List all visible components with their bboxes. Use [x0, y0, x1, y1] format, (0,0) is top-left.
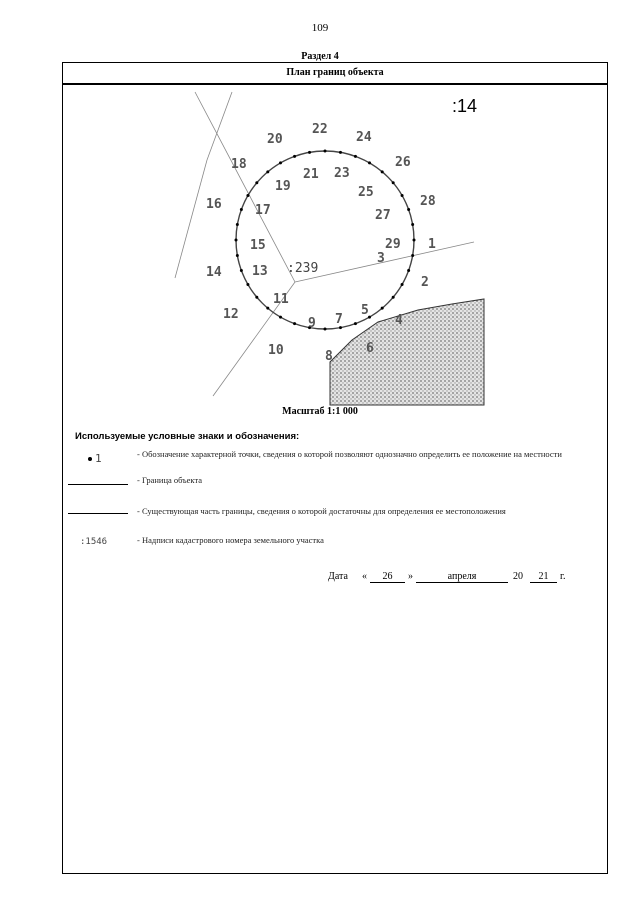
point-label: 11 — [273, 292, 289, 307]
parcel-number-top: :14 — [452, 96, 478, 116]
boundary-vertex — [240, 208, 243, 211]
boundary-vertex — [266, 170, 269, 173]
boundary-vertex — [246, 194, 249, 197]
legend-existing-line — [68, 513, 128, 514]
point-label: 21 — [303, 167, 319, 182]
date-year-suffix: 21 — [530, 571, 557, 583]
boundary-map — [0, 0, 640, 420]
point-label: 9 — [308, 316, 316, 331]
date-label: Дата — [328, 571, 348, 582]
boundary-vertex — [324, 328, 327, 331]
point-label: 23 — [334, 166, 350, 181]
point-label: 3 — [377, 251, 385, 266]
legend-item-point: - Обозначение характерной точки, сведения о которой позволяют однозначно определить ее положение на местности — [137, 449, 562, 459]
date-year-prefix: 20 — [513, 571, 523, 582]
boundary-vertex — [246, 283, 249, 286]
date-year-abbr: г. — [560, 571, 566, 582]
boundary-vertex — [392, 181, 395, 184]
point-label: 19 — [275, 179, 291, 194]
boundary-vertex — [279, 316, 282, 319]
boundary-vertex — [407, 269, 410, 272]
point-label: 2 — [421, 275, 429, 290]
date-day: 26 — [370, 571, 405, 583]
point-label: 29 — [385, 237, 401, 252]
point-label: 17 — [255, 203, 271, 218]
legend-item-existing: - Существующая часть границы, сведения о которой достаточны для определения ее местоположения — [137, 506, 506, 516]
point-label: 14 — [206, 265, 222, 280]
boundary-vertex — [411, 254, 414, 257]
boundary-vertex — [368, 161, 371, 164]
boundary-vertex — [354, 155, 357, 158]
point-label: 8 — [325, 349, 333, 364]
hatched-area — [330, 299, 484, 405]
parcel-number-center: :239 — [287, 261, 319, 276]
date-month: апреля — [416, 571, 508, 583]
boundary-vertex — [293, 322, 296, 325]
date-open-quote: « — [362, 571, 367, 582]
legend-point-label: 1 — [95, 452, 102, 465]
point-label: 18 — [231, 157, 247, 172]
point-label: 28 — [420, 194, 436, 209]
point-label: 16 — [206, 197, 222, 212]
legend-item-boundary: - Граница объекта — [137, 475, 203, 485]
boundary-vertex — [407, 208, 410, 211]
legend-title: Используемые условные знаки и обозначения: — [75, 431, 300, 442]
point-label: 15 — [250, 238, 266, 253]
boundary-vertex — [255, 296, 258, 299]
boundary-vertex — [308, 151, 311, 154]
legend-item-cadastral: - Надписи кадастрового номера земельного участка — [137, 535, 324, 545]
point-label: 6 — [366, 341, 374, 356]
boundary-vertex — [266, 307, 269, 310]
boundary-vertex — [235, 239, 238, 242]
point-label: 27 — [375, 208, 391, 223]
point-label: 5 — [361, 303, 369, 318]
point-label: 1 — [428, 237, 436, 252]
boundary-vertex — [255, 181, 258, 184]
boundary-vertex — [401, 283, 404, 286]
boundary-vertex — [236, 223, 239, 226]
point-label: 26 — [395, 155, 411, 170]
point-label: 12 — [223, 307, 239, 322]
section-title: Раздел 4 — [301, 51, 339, 62]
point-label: 24 — [356, 130, 372, 145]
boundary-vertex — [392, 296, 395, 299]
boundary-vertex — [324, 150, 327, 153]
boundary-vertex — [293, 155, 296, 158]
point-label: 10 — [268, 343, 284, 358]
point-label: 13 — [252, 264, 268, 279]
boundary-vertex — [240, 269, 243, 272]
point-dot-icon — [88, 457, 92, 461]
point-label: 4 — [395, 313, 403, 328]
boundary-vertex — [236, 254, 239, 257]
point-label: 20 — [267, 132, 283, 147]
legend-point-symbol — [88, 452, 102, 465]
boundary-vertex — [339, 151, 342, 154]
map-scale: Масштаб 1:1 000 — [282, 406, 358, 417]
boundary-vertex — [381, 307, 384, 310]
point-label: 25 — [358, 185, 374, 200]
plan-title: План границ объекта — [63, 63, 607, 84]
legend-cad-sample: :1546 — [80, 537, 108, 547]
boundary-vertex — [411, 223, 414, 226]
legend-boundary-line — [68, 484, 128, 485]
boundary-vertex — [413, 239, 416, 242]
page-number: 109 — [311, 22, 329, 34]
date-close-quote: » — [408, 571, 413, 582]
boundary-vertex — [354, 322, 357, 325]
boundary-vertex — [401, 194, 404, 197]
point-label: 7 — [335, 312, 343, 327]
boundary-vertex — [381, 170, 384, 173]
point-label: 22 — [312, 122, 328, 137]
boundary-vertex — [279, 161, 282, 164]
